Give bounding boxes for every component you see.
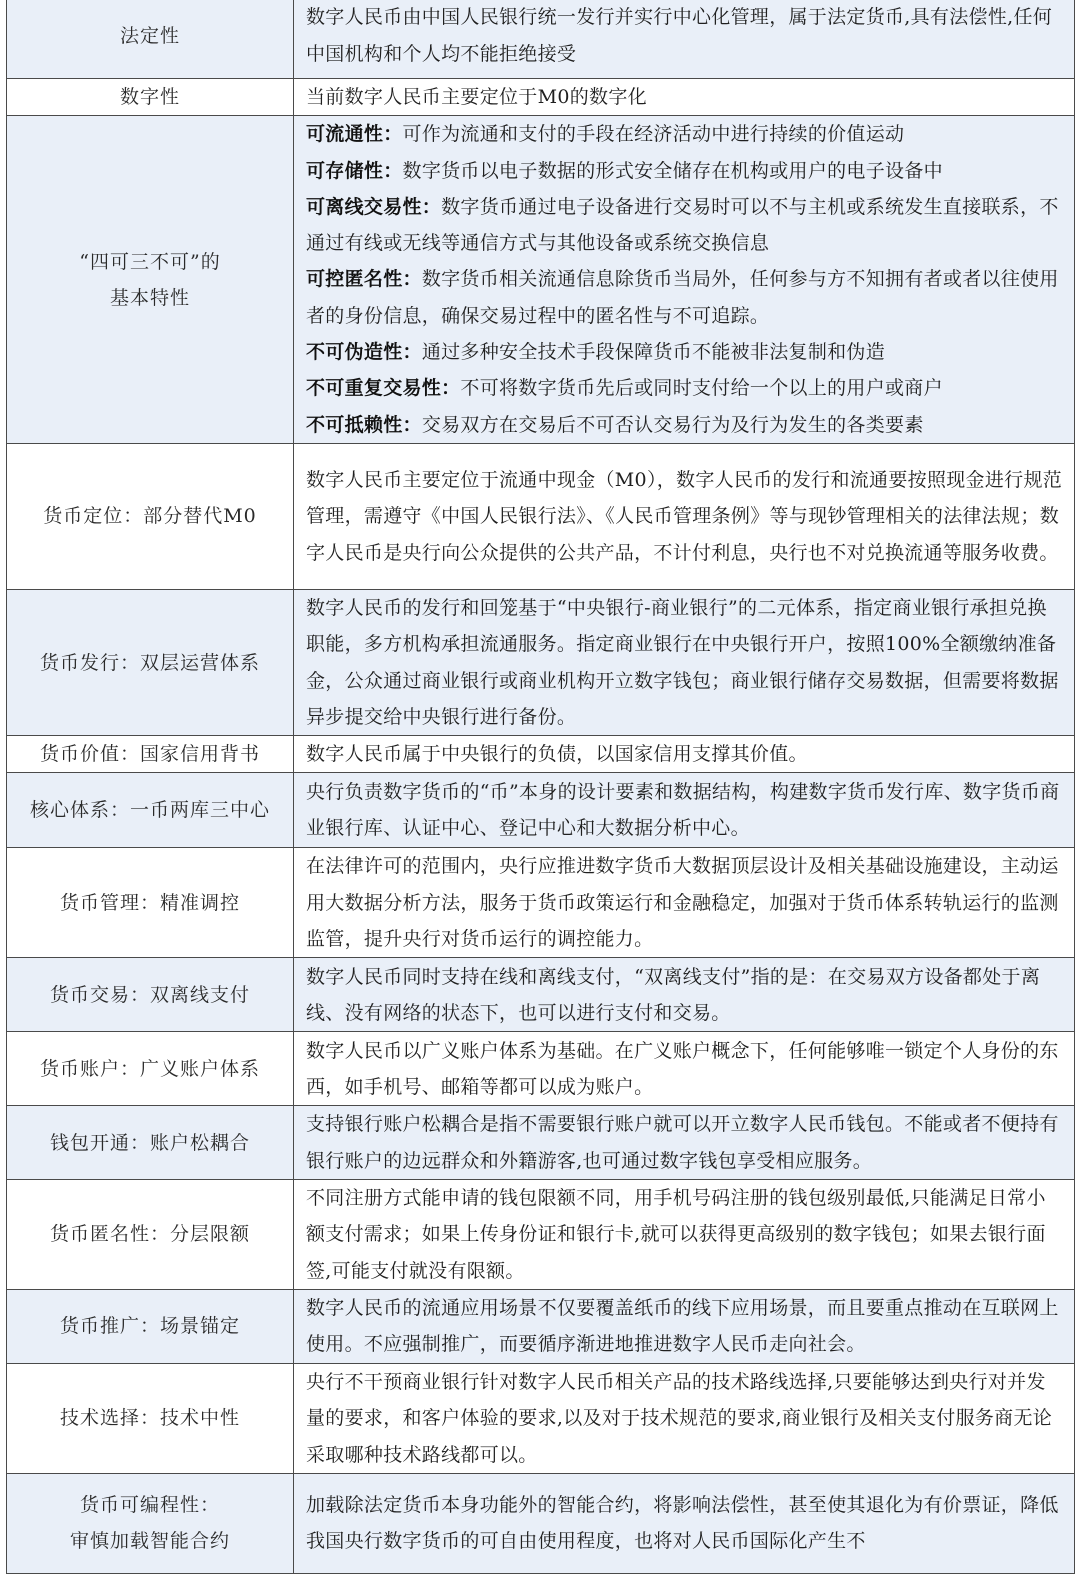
row-description: 央行负责数字货币的“币”本身的设计要素和数据结构，构建数字货币发行库、数字货币商业银行库、认证中心、登记中心和大数据分析中心。: [294, 773, 1075, 848]
row-label: 货币定位：部分替代M0: [7, 443, 294, 589]
row-label: 技术选择：技术中性: [7, 1363, 294, 1473]
row-description: 数字人民币由中国人民银行统一发行并实行中心化管理，属于法定货币,具有法偿性,任何中国机构和个人均不能拒绝接受: [294, 0, 1075, 79]
row-label: [7, 1473, 294, 1573]
row-description: 当前数字人民币主要定位于M0的数字化: [294, 79, 1075, 116]
table-row: [7, 0, 1075, 79]
row-label: 货币发行：双层运营体系: [7, 589, 294, 735]
row-label: 货币价值：国家信用背书: [7, 736, 294, 773]
row-label: 数字性: [7, 79, 294, 116]
row-description: 数字人民币的流通应用场景不仅要覆盖纸币的线下应用场景，而且要重点推动在互联网上使用。不应强制推广，而要循序渐进地推进数字人民币走向社会。: [294, 1289, 1075, 1363]
feature-name: 不可重复交易性：: [306, 377, 461, 400]
feature-item: [306, 407, 1064, 443]
row-label: [7, 116, 294, 444]
row-description: 数字人民币主要定位于流通中现金（M0），数字人民币的发行和流通要按照现金进行规范管理，需遵守《中国人民银行法》、《人民币管理条例》等与现钞管理相关的法律法规；数字人民币是央行向公众提供的公共产品，不计付利息，央行也不对兑换流通等服务收费。: [294, 443, 1075, 589]
feature-item: [306, 153, 1064, 189]
row-label-line: “四可三不可”的: [79, 250, 221, 273]
feature-name: 可离线交易性：: [306, 195, 442, 218]
row-label: 钱包开通：账户松耦合: [7, 1106, 294, 1180]
row-label: 货币账户：广义账户体系: [7, 1032, 294, 1106]
row-label-line: 审慎加载智能合约: [69, 1530, 230, 1553]
table-row: [7, 1032, 1075, 1106]
row-label: 货币匿名性：分层限额: [7, 1179, 294, 1289]
feature-item: [306, 370, 1064, 406]
spec-table-container: [6, 0, 1074, 1574]
row-description: 数字人民币同时支持在线和离线支付，“双离线支付”指的是：在交易双方设备都处于离线、没有网络的状态下，也可以进行支付和交易。: [294, 958, 1075, 1032]
feature-text: 不可将数字货币先后或同时支付给一个以上的用户或商户: [460, 377, 943, 400]
table-row: [7, 1289, 1075, 1363]
feature-name: 不可抵赖性：: [306, 413, 422, 436]
feature-text: 数字货币相关流通信息除货币当局外，任何参与方不知拥有者或者以往使用者的身份信息，确保交易过程中的匿名性与不可追踪。: [306, 268, 1059, 327]
row-description: 在法律许可的范围内，央行应推进数字货币大数据顶层设计及相关基础设施建设，主动运用大数据分析方法，服务于货币政策运行和金融稳定，加强对于货币体系转轨运行的监测监管，提升央行对货币运行的调控能力。: [294, 848, 1075, 958]
table-row: [7, 1473, 1075, 1573]
row-description: 央行不干预商业银行针对数字人民币相关产品的技术路线选择,只要能够达到央行对并发量的要求，和客户体验的要求,以及对于技术规范的要求,商业银行及相关支付服务商无论采取哪种技术路线都可以。: [294, 1363, 1075, 1473]
row-label-line: 货币可编程性：: [79, 1494, 220, 1517]
table-row: [7, 116, 1075, 444]
row-description: 数字人民币以广义账户体系为基础。在广义账户概念下，任何能够唯一锁定个人身份的东西，如手机号、邮箱等都可以成为账户。: [294, 1032, 1075, 1106]
row-label: 货币交易：双离线支付: [7, 958, 294, 1032]
table-row: [7, 1363, 1075, 1473]
row-description: [294, 116, 1075, 444]
feature-item: [306, 261, 1064, 334]
feature-item: [306, 334, 1064, 370]
feature-text: 通过多种安全技术手段保障货币不能被非法复制和伪造: [421, 341, 886, 364]
row-label: 核心体系：一币两库三中心: [7, 773, 294, 848]
feature-item: [306, 116, 1064, 152]
row-label: 货币管理：精准调控: [7, 848, 294, 958]
row-description: 加载除法定货币本身功能外的智能合约，将影响法偿性，甚至使其退化为有价票证，降低我国央行数字货币的可自由使用程度，也将对人民币国际化产生不: [294, 1473, 1075, 1573]
table-row: [7, 589, 1075, 735]
feature-name: 可存储性：: [306, 159, 403, 182]
feature-item: [306, 189, 1064, 262]
table-row: [7, 736, 1075, 773]
row-description: 不同注册方式能申请的钱包限额不同，用手机号码注册的钱包级别最低,只能满足日常小额支付需求；如果上传身份证和银行卡,就可以获得更高级别的数字钱包；如果去银行面签,可能支付就没有限额。: [294, 1179, 1075, 1289]
table-row: [7, 443, 1075, 589]
row-description: 支持银行账户松耦合是指不需要银行账户就可以开立数字人民币钱包。不能或者不便持有银行账户的边远群众和外籍游客,也可通过数字钱包享受相应服务。: [294, 1106, 1075, 1180]
table-row: [7, 773, 1075, 848]
feature-text: 可作为流通和支付的手段在经济活动中进行持续的价值运动: [402, 123, 905, 146]
row-label-line: 基本特性: [109, 286, 190, 309]
feature-name: 不可伪造性：: [306, 341, 422, 364]
row-description: 数字人民币的发行和回笼基于“中央银行-商业银行”的二元体系，指定商业银行承担兑换职能，多方机构承担流通服务。指定商业银行在中央银行开户，按照100%全额缴纳准备金，公众通过商业银行或商业机构开立数字钱包；商业银行储存交易数据，但需要将数据异步提交给中央银行进行备份。: [294, 589, 1075, 735]
table-row: [7, 1179, 1075, 1289]
feature-text: 数字货币以电子数据的形式安全储存在机构或用户的电子设备中: [402, 159, 943, 182]
table-row: [7, 848, 1075, 958]
row-label: 法定性: [7, 0, 294, 79]
feature-text: 交易双方在交易后不可否认交易行为及行为发生的各类要素: [421, 413, 924, 436]
table-row: [7, 1106, 1075, 1180]
table-row: [7, 79, 1075, 116]
feature-name: 可流通性：: [306, 123, 403, 146]
row-label: 货币推广：场景锚定: [7, 1289, 294, 1363]
row-description: 数字人民币属于中央银行的负债，以国家信用支撑其价值。: [294, 736, 1075, 773]
feature-text: 数字货币通过电子设备进行交易时可以不与主机或系统发生直接联系，不通过有线或无线等通信方式与其他设备或系统交换信息: [306, 195, 1059, 255]
feature-name: 可控匿名性：: [306, 268, 422, 291]
table-row: [7, 958, 1075, 1032]
digital-rmb-feature-table: [6, 0, 1075, 1574]
